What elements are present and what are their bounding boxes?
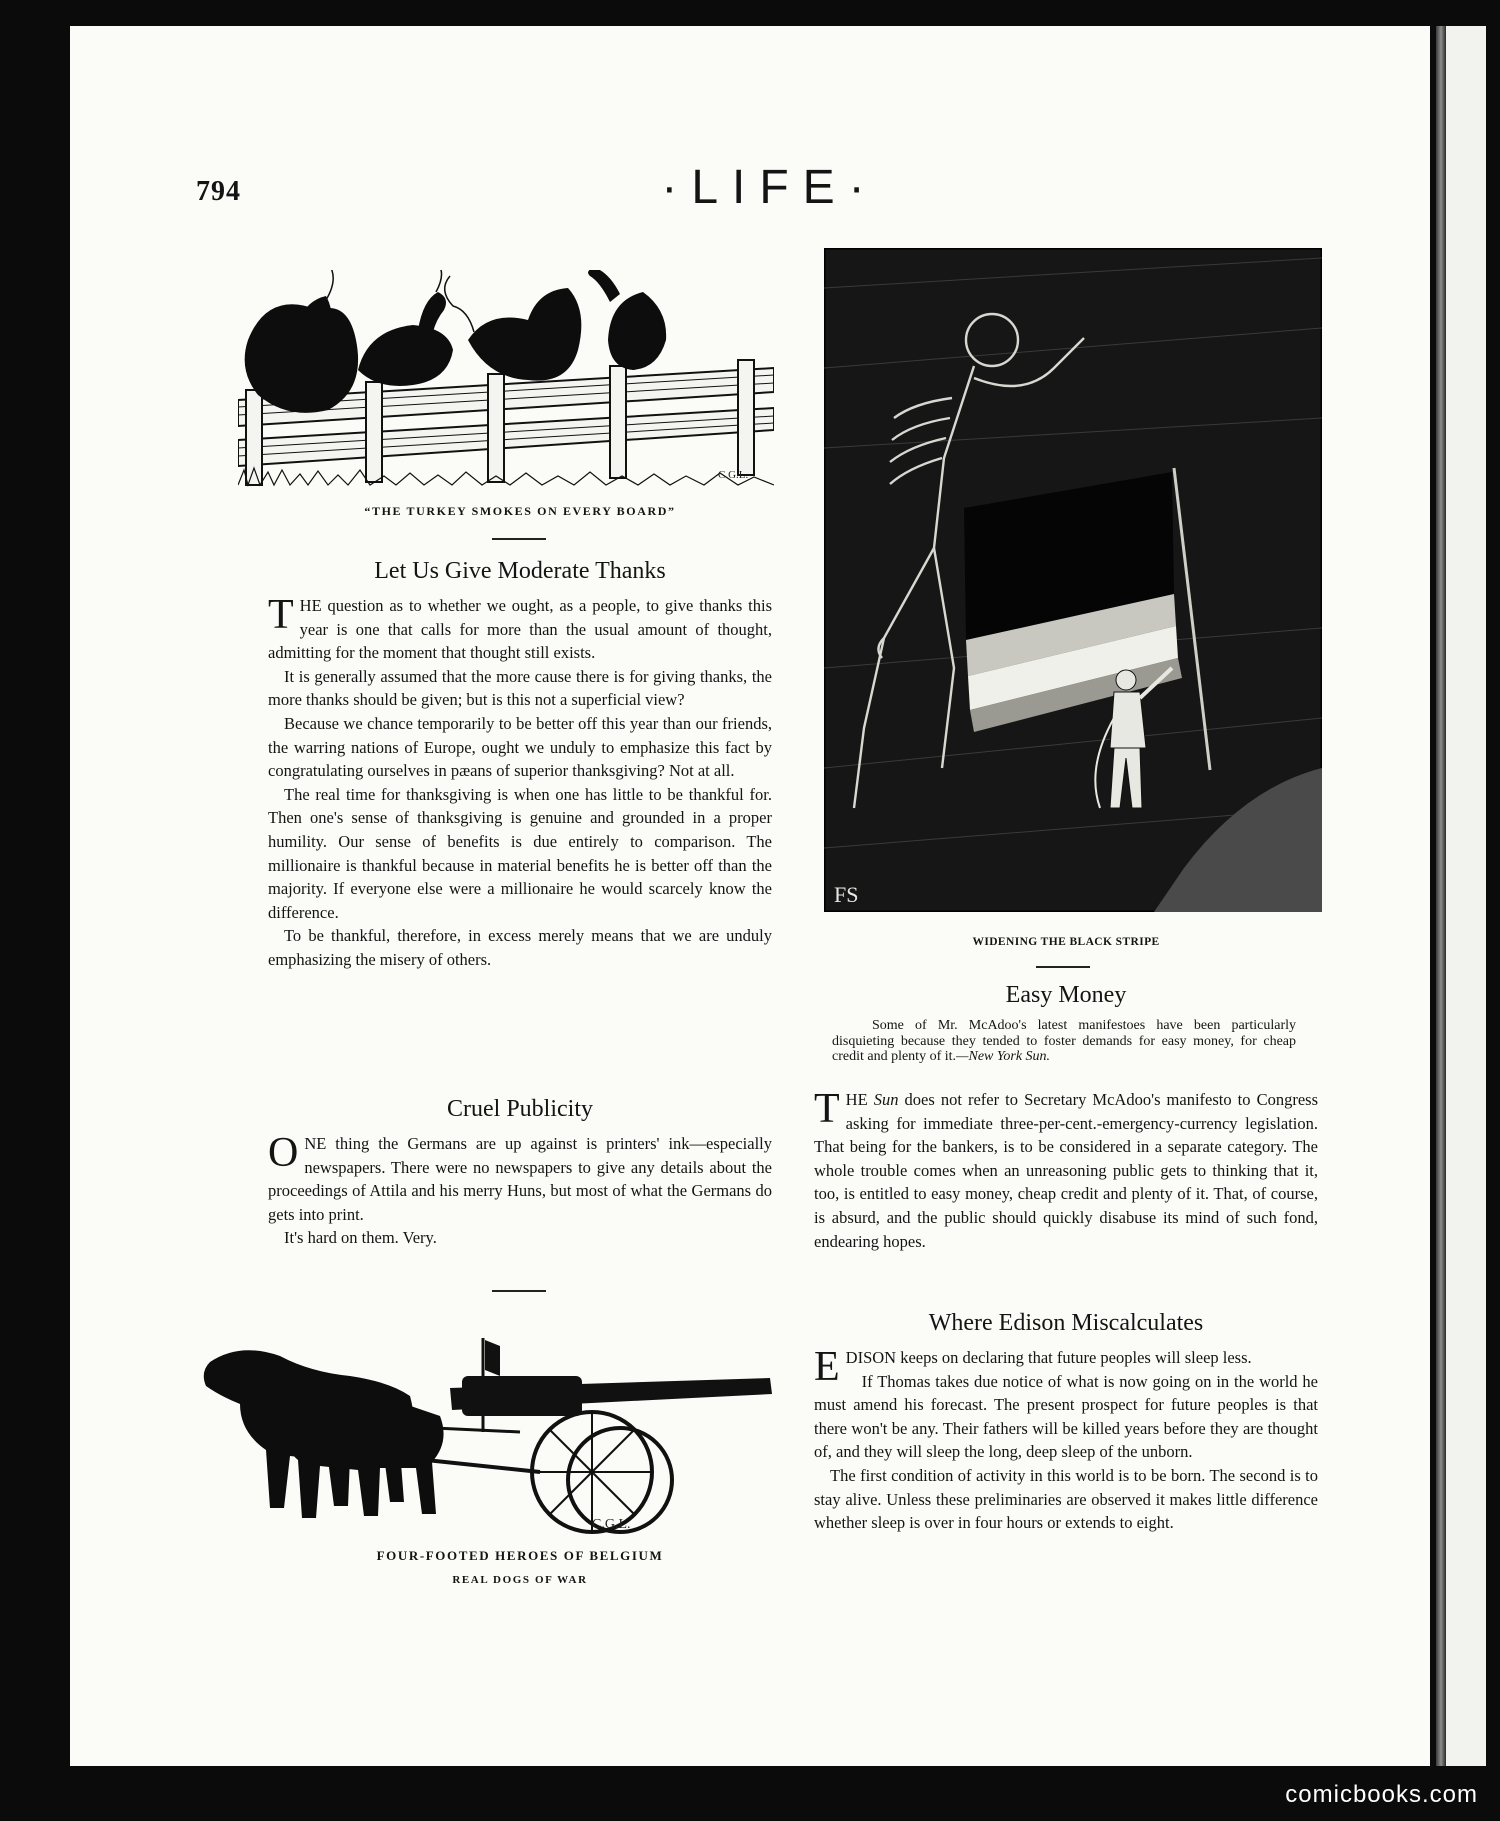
article-body-easy-money [814,1088,1318,1253]
article-title-easy-money: Easy Money [1005,982,1127,1008]
turkeys-on-fence-illustration [238,270,774,490]
dropcap: T [814,1086,840,1132]
paragraph: does not refer to Secretary McAdoo's manifesto to Congress asking for immediate three-per-cent.-emergency-currency legislation. That being for the bankers, is to be considered in a separate category. The whole trouble comes when an unreasoning public gets to thinking that it, too, is entitled to easy money, cheap credit and plenty of it. That, of course, is absurd, and the public should quickly disabuse its mind of such fond, endearing hopes. [814,1090,1318,1251]
turkeys-signature: C.G.L. [718,469,749,481]
dogs-pulling-cannon-illustration [200,1332,780,1542]
paragraph: It's hard on them. Very. [284,1228,437,1248]
newspaper-name: Sun [873,1090,899,1109]
paragraph: If Thomas takes due notice of what is now going on in the world he must amend his forecast. The present prospect for future peoples is that there won't be any. Their fathers will be killed years before they are thought of, and they will sleep the long, deep sleep of the unborn. [814,1371,1318,1462]
paragraph: The first condition of activity in this world is to be born. The second is to stay alive. Unless these preliminaries are observed it makes little difference whether sleep is over in four hours or extends to eight. [814,1465,1318,1533]
epigraph-source: —New York Sun. [956,1049,1051,1064]
epigraph-text: Some of Mr. McAdoo's latest manifestoes have been particularly disquieting because they tended to foster demands for easy money, for cheap credit and plenty of it. [832,1018,1296,1064]
paragraph: The real time for thanksgiving is when one has little to be thankful for. Then one's sense of thanksgiving is genuine and grounded in a proper humility. Our sense of benefits is due entirely to comparison. The millionaire is thankful because in material benefits he is better off than the majority. If everyone else were a millionaire he would scarcely know the difference. [268,784,772,922]
section-divider [492,538,546,540]
dogs-subcaption: REAL DOGS OF WAR [452,1574,588,1586]
facing-page-edge [1446,26,1486,1766]
widening-black-stripe-illustration [824,248,1322,912]
article-body-moderate-thanks [268,594,772,972]
site-watermark: comicbooks.com [1285,1781,1478,1808]
article-title-moderate-thanks: Let Us Give Moderate Thanks [374,558,666,584]
article-epigraph-easy-money [832,1018,1296,1065]
artist-monogram: FS [834,882,859,907]
paragraph: It is generally assumed that the more cause there is for giving thanks, the more thanks should be given; but is this not a superficial view? [268,666,772,710]
page-number: 794 [196,176,241,207]
paragraph: HE question as to whether we ought, as a people, to give thanks this year is one that calls for more than the usual amount of thought, admitting for the moment that thought still exists. [268,596,772,663]
dogs-caption: FOUR-FOOTED HEROES OF BELGIUM [376,1548,664,1563]
dropcap: T [268,592,294,638]
dropcap: O [268,1130,299,1176]
black-stripe-caption: WIDENING THE BLACK STRIPE [972,936,1160,948]
article-title-cruel-publicity: Cruel Publicity [447,1096,593,1122]
article-body-cruel-publicity [268,1132,772,1250]
paragraph-lead: HE [845,1090,874,1109]
section-divider [1036,966,1090,968]
article-body-edison [814,1346,1318,1535]
page-spine [1436,26,1446,1766]
turkeys-caption: “THE TURKEY SMOKES ON EVERY BOARD” [364,504,676,518]
section-divider [492,1290,546,1292]
paragraph: Because we chance temporarily to be better off this year than our friends, the warring nations of Europe, ought we unduly to emphasize this fact by congratulating ourselves in pæans of superior thanksgiving? Not at all. [268,713,772,781]
masthead-title: ·LIFE· [661,161,879,214]
dropcap: E [814,1344,840,1390]
paragraph: DISON keeps on declaring that future peoples will sleep less. [845,1348,1252,1367]
dogs-signature: C.G.L. [592,1517,631,1532]
paragraph: NE thing the Germans are up against is printers' ink—especially newspapers. There were no newspapers to give any details about the proceedings of Attila and his merry Huns, but most of what the Germans do gets into print. [268,1134,772,1224]
paragraph: To be thankful, therefore, in excess merely means that we are unduly emphasizing the misery of others. [268,926,772,969]
article-title-edison: Where Edison Miscalculates [928,1310,1204,1336]
